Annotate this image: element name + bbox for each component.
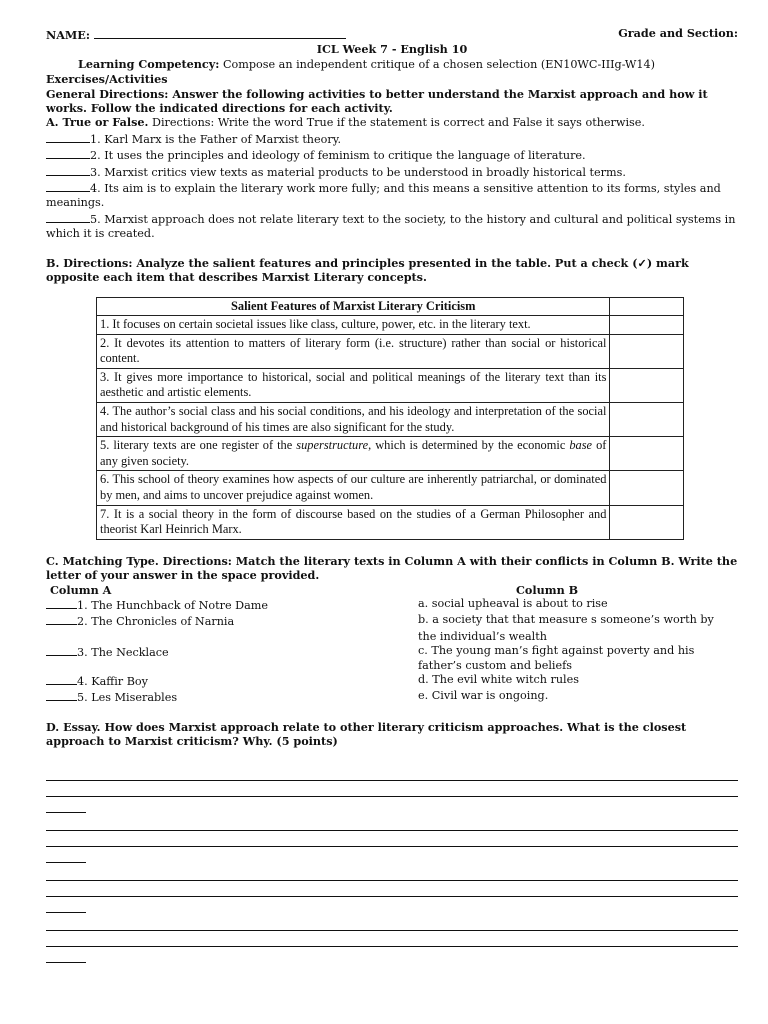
check-cell[interactable] [610,437,684,471]
worksheet-title: ICL Week 7 - English 10 [316,42,468,57]
section-d-prompt: D. Essay. How does Marxist approach relate to other literary criticism approaches. What is the closest approach to Marxist criticism? Why. (5 points) [46,719,687,749]
match-row [46,644,738,673]
essay-line[interactable] [46,881,738,897]
check-cell[interactable] [610,368,684,402]
feature-text: 3. It gives more importance to historical, social and political meanings of the literary text than its aesthetic and artistic elements. [97,368,610,402]
column-headers [46,583,738,597]
essay-line[interactable] [46,797,86,813]
check-cell[interactable] [610,505,684,539]
essay-answer-area[interactable] [46,765,738,963]
column-a-item [46,673,418,689]
feature-text: 6. This school of theory examines how aspects of our culture are inherently patriarchal, or dominated by men, and aims to uncover prejudice against women. [97,471,610,505]
tf-item [46,131,738,147]
tf-item [46,180,738,211]
column-b-item: d. The evil white witch rules [418,673,579,687]
competency-text: Compose an independent critique of a chosen selection (EN10WC-IIIg-W14) [222,57,655,71]
name-field-group [46,26,346,42]
tf-item-text: 1. Karl Marx is the Father of Marxist theory. [90,132,342,146]
table-header-row [97,297,684,316]
features-table-wrap [96,297,684,540]
grade-section-label: Grade and Section: [618,26,738,40]
column-a-text: 5. Les Miserables [77,691,178,705]
worksheet-page [46,26,738,965]
table-title: Salient Features of Marxist Literary Criticism [97,297,610,316]
column-b-head: Column B [516,582,579,597]
answer-blank[interactable] [46,131,90,143]
competency-label: Learning Competency: [78,56,220,71]
essay-line[interactable] [46,765,738,781]
essay-line[interactable] [46,915,738,931]
table-row [97,316,684,335]
table-row [97,403,684,437]
column-a-text: 4. Kaffir Boy [77,675,148,689]
column-b-item: c. The young man’s fight against poverty and his father’s custom and beliefs [418,644,695,672]
match-row [46,613,738,629]
column-a-item [46,597,418,613]
exercises-heading: Exercises/Activities [46,72,168,87]
features-table [96,297,684,540]
feature-text: 1. It focuses on certain societal issues like class, culture, power, etc. in the literary text. [97,316,610,335]
feature-text: 5. literary texts are one register of the superstructure, which is determined by the economic base of any given society. [97,437,610,471]
column-a-text: 2. The Chronicles of Narnia [77,615,235,629]
essay-line[interactable] [46,847,86,863]
section-c-directions: C. Matching Type. Directions: Match the literary texts in Column A with their conflicts in Column B. Write the letter of your answer in the space provided. [46,553,738,583]
answer-blank[interactable] [46,147,90,159]
essay-line[interactable] [46,897,86,913]
match-row [46,630,738,644]
column-b-item: the individual’s wealth [418,629,547,643]
table-row [97,471,684,505]
name-label: NAME: [46,28,90,42]
table-row [97,334,684,368]
section-a-instructions: Directions: Write the word True if the statement is correct and False it says otherwise. [151,116,645,130]
essay-line[interactable] [46,815,738,831]
answer-blank[interactable] [46,211,90,223]
tf-item [46,164,738,180]
check-cell[interactable] [610,471,684,505]
name-input-line[interactable] [94,26,346,39]
feature-text: 2. It devotes its attention to matters of literary form (i.e. structure) rather than social or historical content. [97,334,610,368]
column-a-item [46,689,418,705]
column-a-item [46,613,418,629]
table-header-blank [610,297,684,316]
match-row [46,673,738,689]
column-a-head: Column A [50,582,112,597]
check-cell[interactable] [610,316,684,335]
tf-item-text: 2. It uses the principles and ideology of feminism to critique the language of literature. [90,149,586,163]
tf-item-text: 4. Its aim is to explain the literary work more fully; and this means a sensitive attention to its forms, styles and meanings. [46,182,721,210]
column-b-item: b. a society that that measure s someone’s worth by [418,613,714,627]
tf-item-text: 5. Marxist approach does not relate literary text to the society, to the history and cultural and political systems in which it is created. [46,212,736,241]
column-b-item: a. social upheaval is about to rise [418,597,608,611]
learning-competency [46,57,738,72]
match-row [46,597,738,613]
feature-text: 7. It is a social theory in the form of discourse based on the studies of a German Philosopher and theorist Karl Heinrich Marx. [97,505,610,539]
column-a-text: 3. The Necklace [77,646,169,660]
tf-item [46,147,738,163]
section-a-directions [46,115,738,130]
section-a-heading: A. True or False. [46,115,149,130]
table-row [97,505,684,539]
answer-blank[interactable] [46,164,90,176]
essay-line[interactable] [46,947,86,963]
match-row [46,689,738,705]
essay-line[interactable] [46,781,738,797]
general-directions: General Directions: Answer the following activities to better understand the Marxist approach and how it works. Follow the indicated directions for each activity. [46,86,708,116]
answer-blank[interactable] [46,613,77,625]
essay-line[interactable] [46,931,738,947]
column-a-text: 1. The Hunchback of Notre Dame [77,599,268,613]
answer-blank[interactable] [46,180,90,192]
essay-line[interactable] [46,865,738,881]
tf-item [46,211,738,242]
check-cell[interactable] [610,403,684,437]
answer-blank[interactable] [46,673,77,685]
section-b-directions: B. Directions: Analyze the salient features and principles presented in the table. Put a check (✓) mark opposite each item that describes Marxist Literary concepts. [46,255,689,285]
table-row [97,368,684,402]
feature-text: 4. The author’s social class and his social conditions, and his ideology and interpretation of the social and historical background of his times are also significant for the study. [97,403,610,437]
header-row [46,26,738,42]
check-cell[interactable] [610,334,684,368]
column-b-item: e. Civil war is ongoing. [418,689,549,703]
answer-blank[interactable] [46,689,77,701]
table-row [97,437,684,471]
answer-blank[interactable] [46,597,77,609]
tf-item-text: 3. Marxist critics view texts as material products to be understood in broadly historical terms. [90,165,626,179]
column-a-item [46,644,418,673]
essay-line[interactable] [46,831,738,847]
column-a-spacer [46,630,418,644]
answer-blank[interactable] [46,644,77,656]
